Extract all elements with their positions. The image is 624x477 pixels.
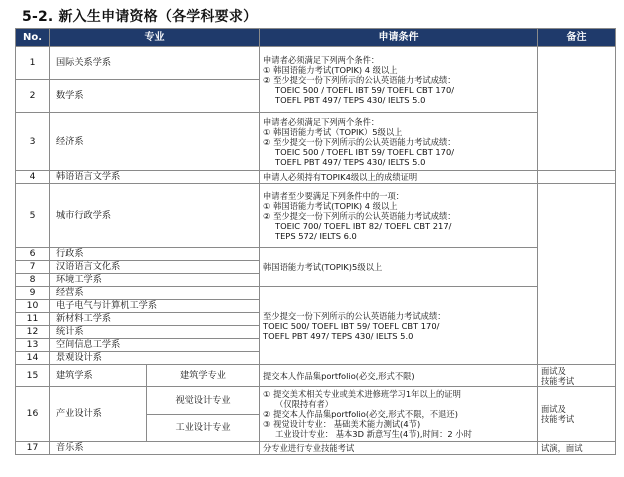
row-number: 7 [16,261,50,274]
major-name: 环境工学系 [50,274,260,287]
row-number: 11 [16,313,50,326]
requirements-cell: 韩国语能力考试(TOPIK)5级以上 [260,248,538,287]
req-line: ① 韩国语能力考试(TOPIK) 4 级以上 [263,200,398,211]
admission-requirements-table [15,28,616,455]
table-row [16,184,616,248]
major-name: 景观设计系 [50,352,260,365]
remark-cell [538,184,616,365]
remark-line: 技能考试 [541,375,575,386]
requirements-cell: 分专业进行专业技能考试 [260,442,538,455]
major-name: 国际关系学系 [50,47,260,80]
major-name: 产业设计系 [50,387,147,442]
row-number: 8 [16,274,50,287]
req-line: TOEFL PBT 497/ TEPS 430/ IELTS 5.0 [263,330,414,341]
remark-line: 面试及 [541,365,566,376]
sub-major-name: 视觉设计专业 [147,387,260,415]
row-number: 4 [16,171,50,184]
remark-cell [538,47,616,171]
req-line: TOEIC 500/ TOEFL IBT 59/ TOEFL CBT 170/ [263,320,440,331]
major-name: 行政系 [50,248,260,261]
req-line: 申请者至少要满足下列条件中的一项： [263,190,405,201]
req-line: TOEFL PBT 497/ TEPS 430/ IELTS 5.0 [275,94,426,105]
major-name: 数学系 [50,80,260,113]
major-name: 空间信息工学系 [50,339,260,352]
major-name: 电子电气与计算机工学系 [50,300,260,313]
req-line: 工业设计专业： 基本3D 新意写生(4节),时间：2 小时 [275,429,472,439]
row-number: 14 [16,352,50,365]
header-remark: 备注 [538,29,616,47]
requirements-cell [260,113,538,171]
row-number: 12 [16,326,50,339]
req-line: TOEIC 700/ TOEFL IBT 82/ TOEFL CBT 217/ [275,220,452,231]
sub-major-name: 工业设计专业 [147,415,260,442]
header-no: No. [16,29,50,47]
major-name: 建筑学系 [50,365,147,387]
row-number: 2 [16,80,50,113]
row-number: 10 [16,300,50,313]
major-name: 音乐系 [50,442,260,455]
row-number: 13 [16,339,50,352]
major-name: 经济系 [50,113,260,171]
req-line: TEPS 572/ IELTS 6.0 [275,230,357,241]
table-row [16,113,616,171]
header-row [16,29,616,47]
table-row [16,365,616,387]
table-row [16,287,616,300]
req-line: ② 至少提交一份下列所示的公认英语能力考试成绩： [263,210,456,221]
major-name: 统计系 [50,326,260,339]
header-requirements: 申请条件 [260,29,538,47]
req-line: ① 韩国语能力考试(TOPIK) 4 级以上 [263,64,398,75]
row-number: 9 [16,287,50,300]
req-line: ② 至少提交一份下列所示的公认英语能力考试成绩： [263,136,456,147]
row-number: 1 [16,47,50,80]
major-name: 城市行政学系 [50,184,260,248]
remark-line: 技能考试 [541,414,575,424]
table-row [16,442,616,455]
table-row [16,47,616,80]
header-major: 专业 [50,29,260,47]
requirements-cell: 申请人必须持有TOPIK4级以上的成绩证明 [260,171,538,184]
req-line: 至少提交一份下列所示的公认英语能力考试成绩： [263,310,446,321]
major-name: 汉语语言文化系 [50,261,260,274]
row-number: 6 [16,248,50,261]
req-line: ② 提交本人作品集portfolio(必交,形式不限，不退还) [263,409,458,419]
req-line: TOEFL PBT 497/ TEPS 430/ IELTS 5.0 [275,156,426,167]
remark-cell [538,365,616,387]
row-number: 5 [16,184,50,248]
row-number: 15 [16,365,50,387]
req-line: ① 提交美术相关专业或美术进修班学习1年以上的证明 [263,389,461,399]
req-line: ③ 视觉设计专业： 基础美术能力测试(4节) [263,419,421,429]
table-row [16,171,616,184]
major-name: 新材料工学系 [50,313,260,326]
remark-cell: 试演，面试 [538,442,616,455]
major-name: 韩语语言文学系 [50,171,260,184]
requirements-cell [260,184,538,248]
requirements-cell [260,47,538,113]
req-line: （仅限持有者） [275,399,334,409]
req-line: 申请者必须满足下列两个条件： [263,54,380,65]
row-number: 3 [16,113,50,171]
req-line: TOEIC 500 / TOEFL IBT 59/ TOEFL CBT 170/ [275,84,455,95]
requirements-cell [260,287,538,365]
row-number: 16 [16,387,50,442]
req-line: ② 至少提交一份下列所示的公认英语能力考试成绩： [263,74,456,85]
req-line: ① 韩国语能力考试（TOPIK）5级以上 [263,126,403,137]
sub-major-name: 建筑学专业 [147,365,260,387]
requirements-cell: 提交本人作品集portfolio(必交,形式不限) [260,365,538,387]
remark-line: 面试及 [541,404,566,414]
table-row [16,387,616,415]
remark-cell [538,387,616,442]
requirements-cell [260,387,538,442]
req-line: 申请者必须满足下列两个条件： [263,116,380,127]
row-number: 17 [16,442,50,455]
req-line: TOEIC 500 / TOEFL IBT 59/ TOEFL CBT 170/ [275,146,455,157]
page-title: 5-2. 新入生申请资格（各学科要求） [22,9,258,25]
table-row [16,248,616,261]
major-name: 经营系 [50,287,260,300]
remark-cell [538,171,616,184]
